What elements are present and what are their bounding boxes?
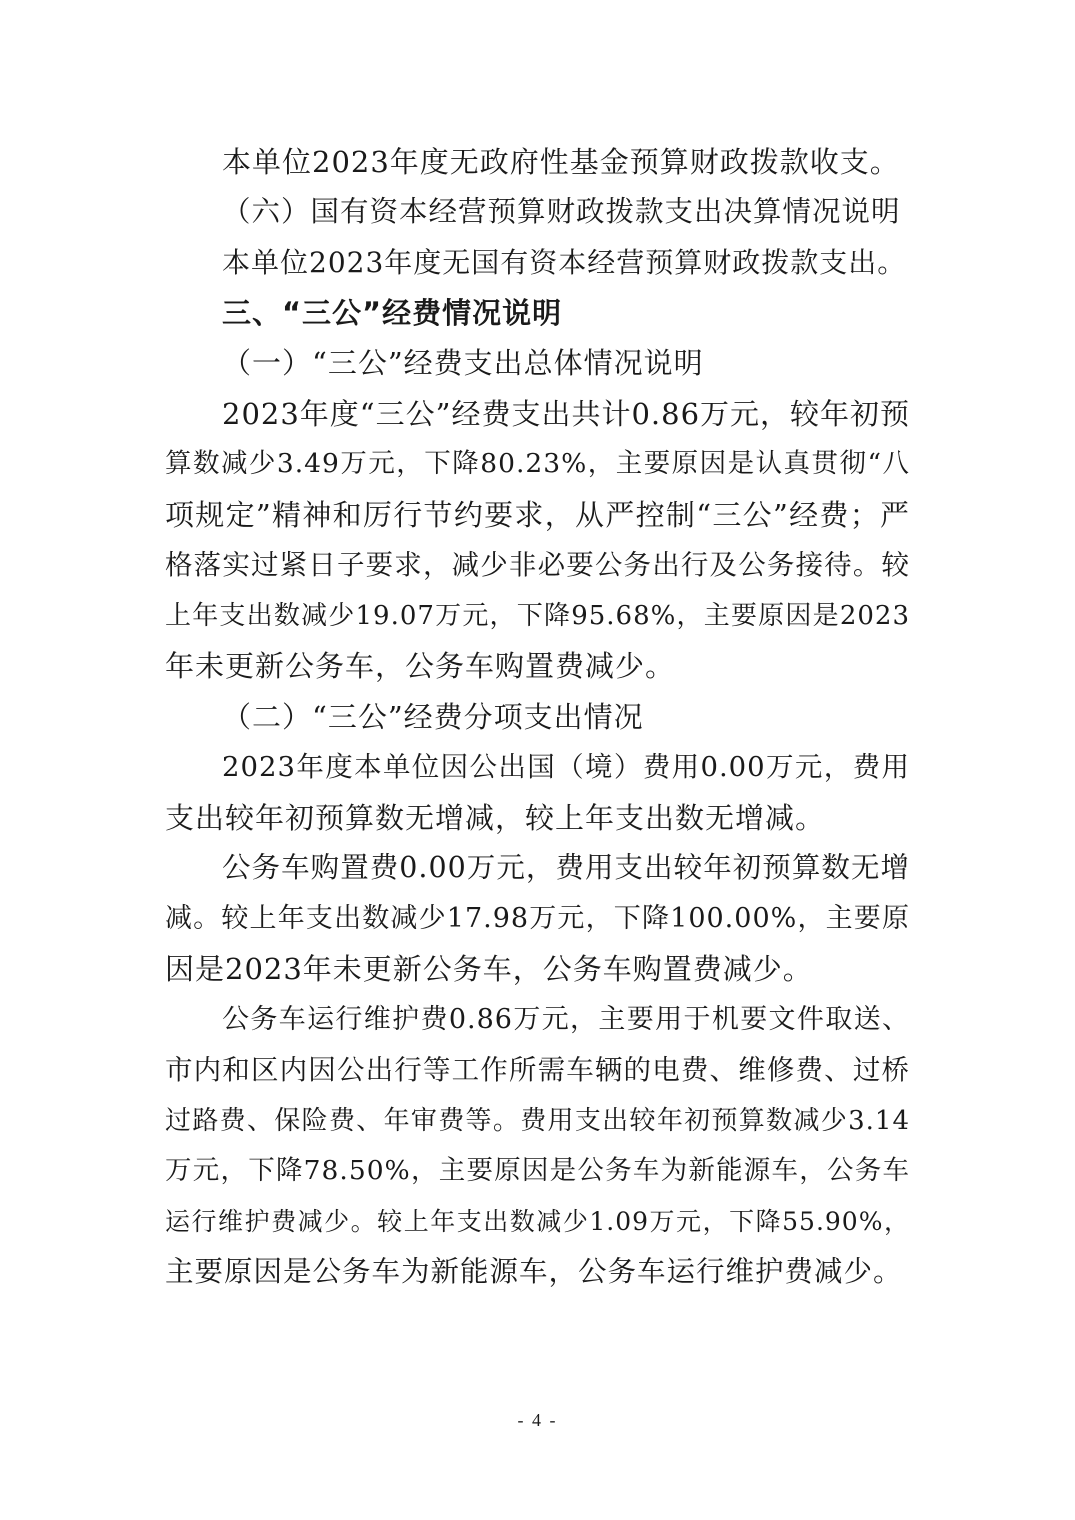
paragraph-line: 万元，下降78.50%，主要原因是公务车为新能源车，公务车 [165,1155,910,1186]
paragraph-line: 减。较上年支出数减少17.98万元，下降100.00%，主要原 [165,903,910,934]
paragraph-line: 因是2023年未更新公务车，公务车购置费减少。 [165,952,813,986]
section-heading-three-public: 三、“三公”经费情况说明 [222,296,563,330]
paragraph-line: 2023年度本单位因公出国（境）费用0.00万元，费用 [222,751,910,783]
paragraph-line: 公务车购置费0.00万元，费用支出较年初预算数无增 [222,851,910,884]
paragraph-line: 算数减少3.49万元，下降80.23%，主要原因是认真贯彻“八 [165,448,910,479]
paragraph-line: 格落实过紧日子要求，减少非必要公务出行及公务接待。较 [165,549,910,581]
paragraph-line: 主要原因是公务车为新能源车，公务车运行维护费减少。 [165,1255,903,1288]
page-number: - 4 - [517,1410,558,1430]
subheading-state-capital: （六）国有资本经营预算财政拨款支出决算情况说明 [222,195,901,228]
subheading-itemized: （二）“三公”经费分项支出情况 [222,700,644,734]
paragraph-line: 年未更新公务车，公务车购置费减少。 [165,649,676,683]
paragraph-line: 2023年度“三公”经费支出共计0.86万元，较年初预 [222,397,911,431]
subheading-overall: （一）“三公”经费支出总体情况说明 [222,346,704,380]
paragraph-line: 支出较年初预算数无增减，较上年支出数无增减。 [165,801,826,835]
paragraph-line: 过路费、保险费、年审费等。费用支出较年初预算数减少3.14 [165,1106,910,1136]
paragraph-line: 运行维护费减少。较上年支出数减少1.09万元，下降55.90%， [165,1207,910,1236]
paragraph-line: 本单位2023年度无政府性基金预算财政拨款收支。 [222,145,900,179]
paragraph-line: 公务车运行维护费0.86万元，主要用于机要文件取送、 [222,1004,910,1035]
paragraph-line: 市内和区内因公出行等工作所需车辆的电费、维修费、过桥 [165,1054,910,1086]
paragraph-line: 项规定”精神和厉行节约要求，从严控制“三公”经费；严 [165,498,910,532]
paragraph-line: 本单位2023年度无国有资本经营预算财政拨款支出。 [222,246,907,279]
paragraph-line: 上年支出数减少19.07万元，下降95.68%，主要原因是2023 [165,601,910,631]
